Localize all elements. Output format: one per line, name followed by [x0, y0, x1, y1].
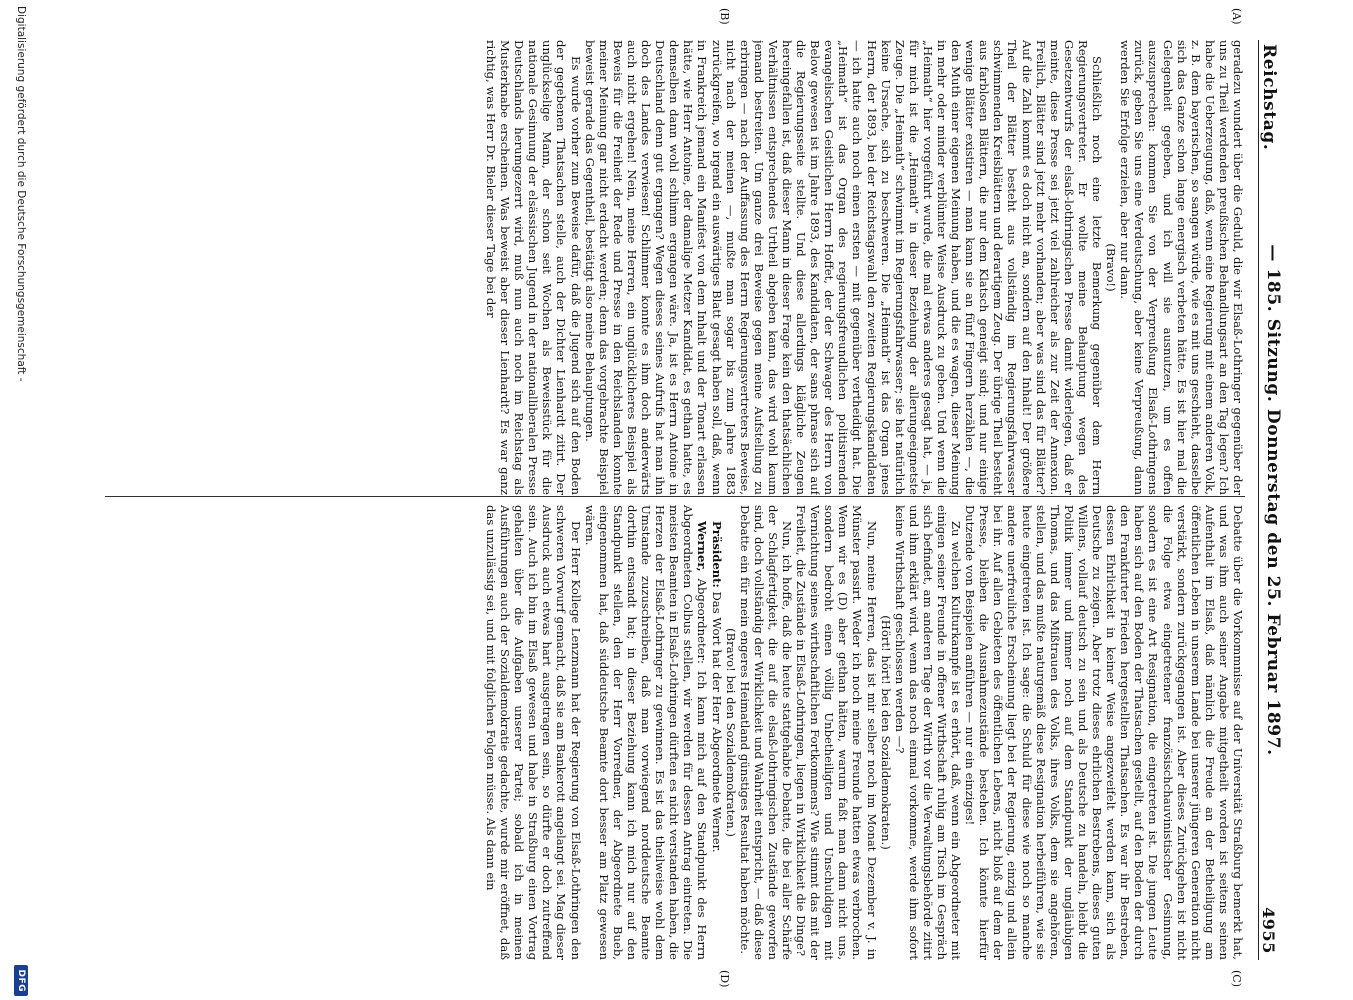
werner-statement: [583, 505, 710, 960]
president-text: Das Wort hat der Herr Abgeordnete Werner.: [709, 591, 724, 853]
margin-marker-a: (A): [1230, 8, 1243, 25]
margin-marker-c: (C): [1230, 970, 1243, 987]
applause-note: (Bravo!): [1104, 243, 1119, 292]
applause-note-2: (Bravo! bei den Sozialdemokraten.): [723, 628, 738, 837]
right-paragraph-3: Nun, meine Herren, das ist mir selber noch im Monat Dezember v. J. in Münster passirt. Weder ich noch meine Freunde hatten etwas verbrochen. Wenn wir es (D) aber gethan hätten, warum faßt man dann nicht uns, sondern bedroht einen völlig Unbetheiligten und Unschuldigen mit Vernichtung seines wirthschaftlichen Fortkommens? Wie stimmt das mit der Freiheit, die Zustände in Elsaß-Lothringen, liegen in Wirklichkeit die Dinge?: [794, 505, 879, 960]
president-statement: [709, 505, 723, 960]
page-header: [1258, 40, 1295, 960]
left-paragraph-3: Es wurde vorher zum Beweise dafür, daß die Jugend sich auf den Boden der gegebenen Thatsachen stelle, auch der Dichter Lienhardt zitirt. Der unglückselige Mann, der schon seit Wochen als Beweisstück für die nationale Gesinnung der elsässischen Jugend in der nationalliberalen Presse Deutschlands herumgezerrt wird, muß nun auch noch im Reichstag als Musterknabe erscheinen. Was beweist aber dieser Lienhardt? Es war ganz richtig, was Herr Dr. Bieler dieser Tage bei der: [484, 40, 583, 495]
margin-marker-d: (D): [718, 970, 731, 988]
right-paragraph-1: Debatte über die Vorkommnisse auf der Universität Straßburg bemerkt hat, und was ihm auch seiner Angabe mitgetheilt worden ist seitens seinen Aufenthalt im Elsaß, daß nämlich die Freude an der Betheiligung am öffentlichen Leben in unserem Lande bei unserer jüngeren Generation nicht verstärkt, sondern zurückgegangen ist. Aber dieses Zurückgehen ist nicht die Folge etwa eingetretener französischchauvinistischer Gesinnung, sondern es ist eine Art Resignation, die eingetreten ist. Die jungen Leute haben sich auf den Boden der Thatsachen gestellt, auf den Boden der durch den Frankfurter Frieden hergestellten Thatsachen. Es war ihr Bestreben, dessen Ehrlichkeit in keiner Weise angezweifelt werden kann, sich als Deutsche zu zeigen. Aber trotz dieses ehrlichen Bestrebens, dieses guten Willens, vollauf deutsch zu sein und als Deutsche zu handeln, bleibt die Politik immer und immer noch auf dem Standpunkt der ungläubigen Thomas, und das Mißtrauen des Volks, ihres Volks, dem sie angehören, stellen, und das mußte naturgemäß diese Resignation herbeiführen, wie sie heute eingetreten ist. Ich sage: die Schuld für diese wie noch so manche andere unerfreuliche Erscheinung liegt bei der Regierung, einzig und allein bei ihr. Auf allen Gebieten des öffentlichen Lebens, nicht bloß auf dem der Presse, bleiben die Ausnahmezustände bestehen. Ich könnte hierfür Dutzende von Beispielen anführen — nur ein einziges!: [963, 505, 1245, 960]
dfg-logo: DFG: [14, 965, 28, 996]
header-session: — 185. Sitzung. Donnerstag den 25. Februar 1897.: [1263, 244, 1283, 756]
right-column: [95, 505, 1245, 960]
left-column: [95, 40, 1245, 495]
margin-marker-b: (B): [718, 8, 731, 25]
header-title: Reichstag.: [1259, 44, 1279, 151]
page-number: 4955: [1259, 907, 1278, 954]
left-paragraph-2: Schließlich noch eine letzte Bemerkung gegenüber dem Herrn Regierungsvertreter. Er wollte meine Behauptung wegen des Gesetzentwurfs der elsaß-lothringischen Presse damit widerlegen, daß er meinte, diese Presse sei jetzt viel zahlreicher als zur Zeit der Annexion. Freilich, Blätter sind jetzt mehr vorhanden; aber was sind das für Blätter? Auf die Zahl kommt es doch nicht an, sondern auf den Inhalt! Der größere Theil der Blätter besteht aus vollständig im Regierungsfahrwasser schwimmenden Kreisblättern und derartigem Zeug. Der übrige Theil besteht aus farblosen Blättern, die nur dem Klatsch geneigt sind; und nur einige wenige Blätter existiren — man kann sie an fünf Fingern herzählen —, die den Muth einer eigenen Meinung haben, und die es wagen, dieser Meinung in mehr oder minder verblümter Weise Ausdruck zu geben. Und wenn die „Heimath“ hier vorgeführt wurde, die mal etwas anderes gesagt hat, — ja, für mich ist die „Heimath“ in dieser Beziehung der allerungeeignetste Zeuge. Die „Heimath“ schwimmt im Regierungsfahrwasser; sie hat natürlich keine Ursache, sich zu beschweren. Die „Heimath“ ist das Organ jenes Herrn, der 1893, bei der Reichstagswahl den zweiten Regierungskandidaten — ich hatte auch noch einen ersten — mit gegenüber vertheidigt hat. Die „Heimath“ ist das Organ des regierungsfreundlichen politisirenden evangelischen Geistlichen Herrn Hoffet, der der Schwager des Herrn von Below gewesen ist im Jahre 1893, des Kandidaten, der sans phrase sich auf die Regierungsseite stellte. Und diese allerdings klägliche Zeugen hereingefallen ist, daß dieser Mann in dieser Frage kein den thatsächlichen Verhältnissen entsprechendes Urtheil abgeben kann, das wird wohl kaum jemand bestreiten. Um ganze drei Beweise gegen meine Aufstellung zu erbringen — nach der Auffassung des Herrn Regierungsvertreters Beweise, nicht nach der meinen —, mußte man sogar bis zum Jahre 1883 zurückgreifen, wo irgend ein auswärtiges Blatt gesagt haben soll, daß, wenn in Frankreich jemand ein Manifest von dem Inhalt und der Tonart erlassen hätte, wie Herr Antoine, der damalige Metzer Kandidat, es gethan hatte, es demselben dann wohl schlimm ergangen wäre. Ja, ist es Herrn Antoine in Deutschland denn gut ergangen? Wegen dieses seines Aufrufs hat man ihn doch des Landes verwiesen! Schlimmer konnte es ihm doch anderwärts auch nicht ergehen! Nein, meine Herren, ein unglücklicheres Beispiel als Beweis für die Freiheit der Rede und Presse in den Reichslanden konnte meiner Meinung gar nicht erdacht werden; denn das vorgebrachte Beispiel beweist gerade das Gegentheil, bestätigt also meine Behauptungen.: [582, 40, 1105, 495]
column-divider: [105, 496, 1245, 497]
werner-text: Abgeordneter: Ich kann mich auf den Standpunkt des Herrn Abgeordneten Colbus stellen, wir werden für dessen Antrag eintreten. Die meisten Beamten in Elsaß-Lothringen dürften es nicht verstanden haben, die Herzen der Elsaß-Lothringer zu gewinnen. Es ist das theilweise wohl dem Umstande zuzuschreiben, daß man vorwiegend norddeutsche Beamte dorthin entsandt hat; in dieser Beziehung kann ich mich nur auf den Standpunkt stellen, den der Herr Vorredner, der Abgeordnete Bueb, eingenommen hat, daß süddeutsche Beamte dort besser am Platz gewesen wären.: [582, 505, 710, 960]
interjection-note: (Hört! hört! bei den Sozialdemokraten.): [878, 615, 893, 850]
right-paragraph-2: Zu welchen Kulturkampfe ist es erhört, daß, wenn ein Abgeordneter mit einigen seiner Freunde in offener Wirthschaft ruhig am Tisch im Gespräch sich befindet, am anderen Tage der Wirth vor die Verwaltungsbehörde zitirt und ihm erklärt wird, wenn das noch einmal vorkomme, werde ihm sofort keine Wirthschaft geschlossen werden —?: [892, 505, 964, 960]
speaker-werner: Werner,: [695, 521, 710, 572]
digitization-footer: [9, 6, 33, 996]
left-paragraph-1: geradezu wundert über die Geduld, die wir Elsaß-Lothringer gegenüber der uns zu Theil werdenden preußischen Behandlungsart an den Tag legen? Ich habe die Ueberzeugung, daß, wenn eine Regierung mit einem anderen Volk, z. B. dem bayerischen, so sangen würde, wie es mit uns geschieht, dasselbe sich das Ganze schon lange energisch verbeten hätte. Es ist hier mal die Gelegenheit gegeben, und ich will sie ausnutzen, um es offen auszusprechen: kommen Sie von der Verpreußung Elsaß-Lothringens zurück, geben Sie uns eine Verdeutschung, aber keine Verpreußung, dann werden Sie Erfolge erzielen, aber nur dann.: [1118, 40, 1245, 495]
footer-credit: Digitalisierung gefördert durch die Deutsche Forschungsgemeinschaft -: [15, 6, 27, 382]
speaker-president: Präsident:: [709, 521, 724, 588]
right-paragraph-7: Der Herr Kollege Lenzmann hat der Regierung von Elsaß-Lothringen den schweren Vorwurf gemacht, daß sie am Bankerott angelangt sei. Mag dieser Ausdruck auch etwas hart ausgetragen sein, so dürfte er doch zutreffend sein. Auch ich bin im Elsaß gewesen und habe in Straßburg einen Vortrag gehalten über die Aufgaben unserer Partei; sobald ich in meinen Ausführungen auch der Sozialdemokratie gedachte, wurde mir eröffnet, daß das unzulässig sei, und mit folglichen Folgen müsse. Als dann ein: [484, 505, 583, 960]
right-paragraph-4: Nun, ich hoffe, daß die heute stattgehabte Debatte, die bei aller Schärfe der Schlagfertigkeit, die auf die elsaß-lothringischen Zustände geworfen sind, doch vollständig der Wirklichkeit und Wahrheit entspricht, — daß diese Debatte ein für mein engeres Heimatland günstiges Resultat haben möchte.: [737, 505, 794, 960]
